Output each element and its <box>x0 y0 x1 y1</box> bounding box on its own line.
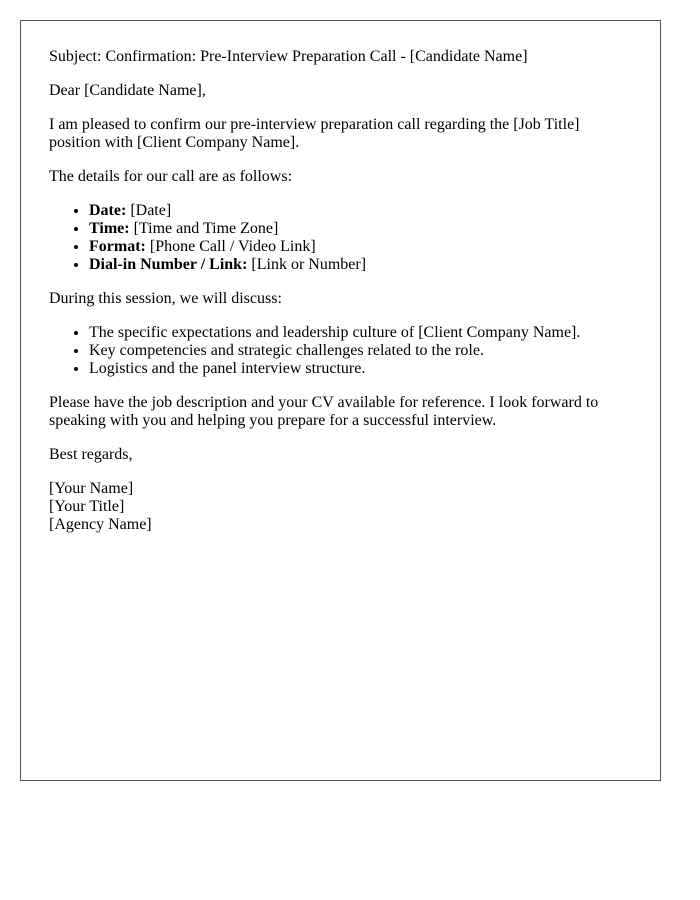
detail-value: [Link or Number] <box>247 256 367 273</box>
closing-paragraph: Please have the job description and your CV available for reference. I look forward to speaking with you and helping you prepare for a successful interview. <box>49 394 599 429</box>
detail-value: [Date] <box>126 202 172 219</box>
detail-item-time <box>89 220 632 238</box>
detail-label: Date: <box>89 202 127 219</box>
detail-label: Format: <box>89 238 146 255</box>
discuss-intro: During this session, we will discuss: <box>49 290 282 307</box>
detail-item-dial-in <box>89 256 632 274</box>
details-intro: The details for our call are as follows: <box>49 168 293 185</box>
subject-line: Subject: Confirmation: Pre-Interview Preparation Call - [Candidate Name] <box>49 48 528 65</box>
details-list <box>49 202 632 274</box>
discuss-item: • The specific expectations and leadership culture of [Client Company Name]. <box>89 324 632 342</box>
detail-value: [Time and Time Zone] <box>129 220 279 237</box>
signature-title: [Your Title] <box>49 498 125 515</box>
discuss-list <box>49 324 632 378</box>
letter-document <box>20 20 661 781</box>
detail-label: Dial-in Number / Link: <box>89 256 248 273</box>
signature-agency: [Agency Name] <box>49 516 152 533</box>
detail-item-format <box>89 238 632 256</box>
sign-off: Best regards, <box>49 446 133 463</box>
discuss-item: • Key competencies and strategic challenges related to the role. <box>89 342 632 360</box>
signature-block <box>49 480 632 534</box>
detail-label: Time: <box>89 220 130 237</box>
greeting: Dear [Candidate Name], <box>49 82 206 99</box>
intro-paragraph: I am pleased to confirm our pre-interview preparation call regarding the [Job Title] position with [Client Company Name]. <box>49 116 580 151</box>
signature-name: [Your Name] <box>49 480 134 497</box>
detail-item-date <box>89 202 632 220</box>
detail-value: [Phone Call / Video Link] <box>145 238 316 255</box>
discuss-item: • Logistics and the panel interview structure. <box>89 360 632 378</box>
